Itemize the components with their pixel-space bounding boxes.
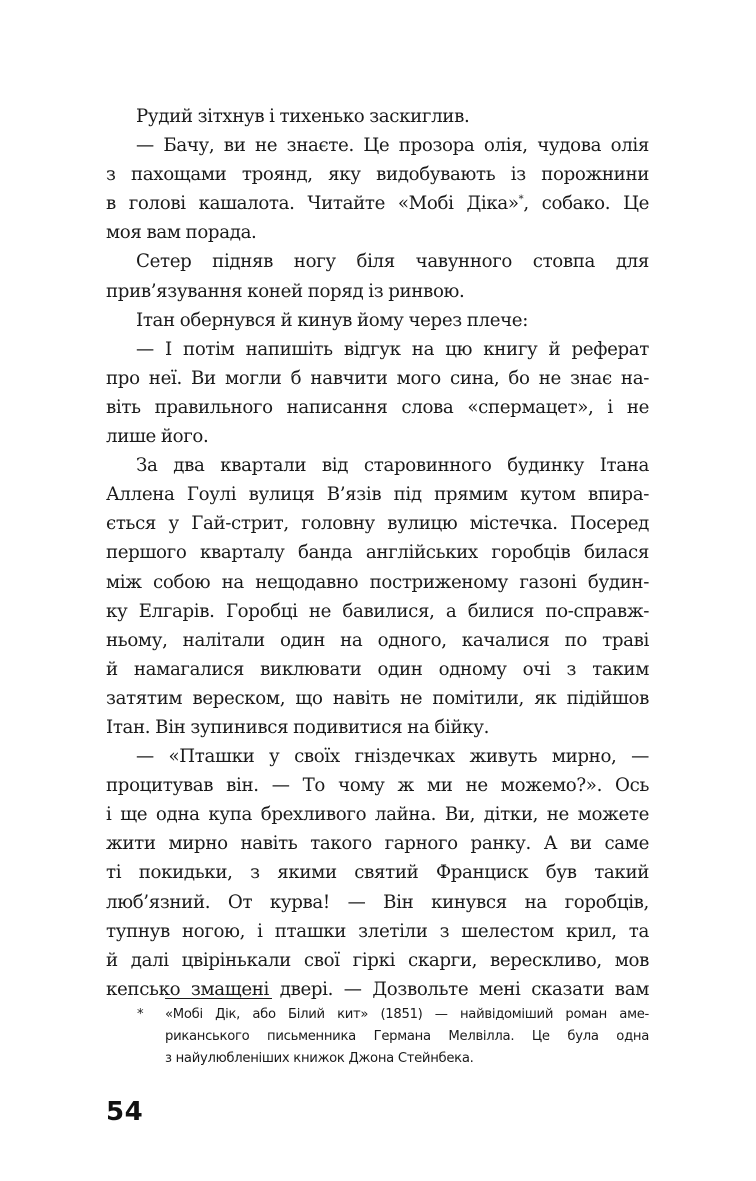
text-line: — І потім напишіть відгук на цю книгу й реферат [136, 338, 649, 360]
text-line: й намагалися виклювати один одному очі з таким [106, 658, 649, 680]
text-line: лише його. [106, 426, 209, 448]
text-line: ньому, налітали один на одного, качалися по траві [106, 629, 649, 651]
text-line: прив’язування коней поряд із ринвою. [106, 280, 465, 302]
text-line: першого кварталу банда англійських горобців билася [106, 542, 649, 564]
footnote-line: риканського письменника Германа Мелвілла. Це була одна [165, 1029, 649, 1044]
footnote-body [165, 1004, 649, 1070]
text-line: тупнув ногою, і пташки злетіли з шелестом крил, та [106, 920, 649, 942]
text-line: затятим вереском, що навіть не помітили, як підійшов [106, 687, 649, 709]
text-line: ється у Гай-стрит, головну вулицю містечка. Посеред [106, 513, 649, 535]
text-line: За два квартали від старовинного будинку Ітана [136, 455, 649, 477]
text-line: кепсько змащені двері. — Дозвольте мені сказати вам [106, 978, 649, 1000]
text-line [106, 189, 649, 218]
footnote-mark: * [137, 1007, 144, 1022]
text-line: люб’язний. От курва! — Він кинувся на горобців, [106, 891, 649, 913]
text-line: моя вам порада. [106, 222, 257, 244]
footnote-reference[interactable]: * [518, 194, 524, 206]
text-line: Ітан обернувся й кинув йому через плече: [136, 309, 528, 331]
text-segment: в голові кашалота. Читайте «Мобі Діка» [106, 193, 519, 215]
text-line: віть правильного написання слова «спермацет», і не [106, 396, 649, 418]
text-line: — «Пташки у своїх гніздечках живуть мирно, — [136, 746, 649, 768]
footnote-line: «Мобі Дік, або Білий кит» (1851) — найвідоміший роман аме- [165, 1007, 649, 1022]
footnote [106, 1004, 649, 1070]
text-segment: , собако. Це [523, 193, 649, 215]
body-text [106, 102, 649, 1004]
text-line: і ще одна купа брехливого лайна. Ви, дітки, не можете [106, 804, 649, 826]
page-number: 54 [106, 1097, 144, 1127]
text-line: Рудий зітхнув і тихенько заскиглив. [136, 106, 470, 127]
footnote-line: з найулюбленіших книжок Джона Стейнбека. [165, 1051, 474, 1066]
text-line: жити мирно навіть такого гарного ранку. А ви саме [106, 833, 649, 855]
text-line: — Бачу, ви не знаєте. Це прозора олія, чудова олія [136, 135, 649, 157]
text-line: ку Елгарів. Горобці не бавилися, а билися по-справж- [106, 600, 649, 622]
text-line: про неї. Ви могли б навчити мого сина, бо не знає на- [106, 367, 649, 389]
footnote-divider [165, 998, 272, 999]
text-line: й далі цвірінькали свої гіркі скарги, верескливо, мов [106, 949, 649, 971]
text-line: Аллена Гоулі вулиця В’язів під прямим кутом впира- [106, 484, 649, 506]
text-line: ті покидьки, з якими святий Франциск був такий [106, 862, 649, 884]
text-line: Ітан. Він зупинився подивитися на бійку. [106, 716, 490, 738]
text-line: з пахощами троянд, яку видобувають із порожнини [106, 164, 649, 186]
text-line: процитував він. — То чому ж ми не можемо?». Ось [106, 775, 649, 797]
text-line: Сетер підняв ногу біля чавунного стовпа для [136, 251, 649, 273]
text-line: між собою на нещодавно постриженому газоні будин- [106, 571, 649, 593]
